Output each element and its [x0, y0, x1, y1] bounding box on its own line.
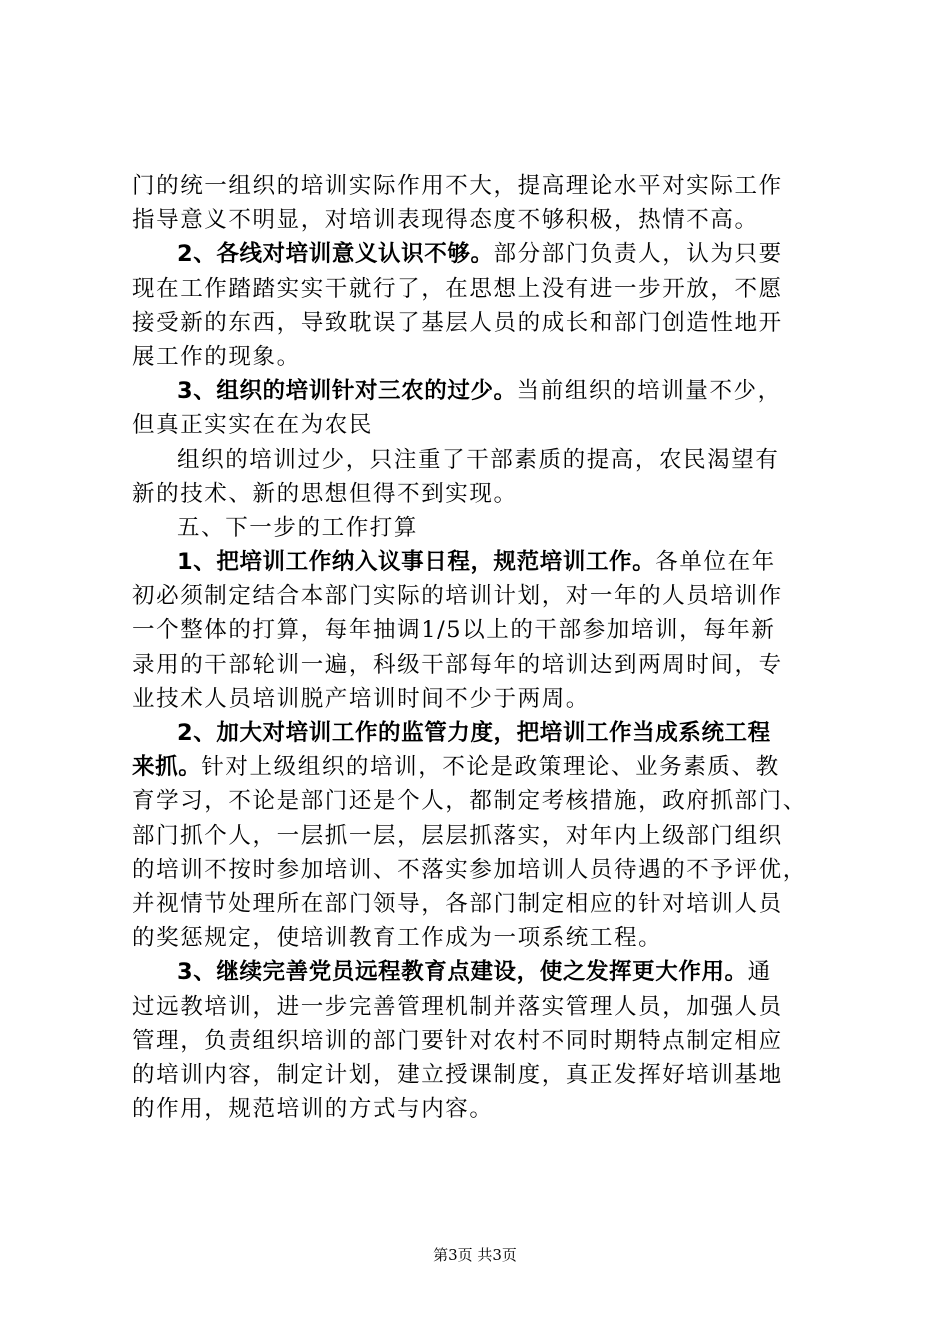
line-text: 新的技术、新的思想但得不到实现。	[132, 480, 518, 507]
text-line	[132, 853, 832, 887]
text-line	[132, 340, 832, 374]
document-body	[132, 169, 832, 1126]
text-line	[132, 682, 832, 716]
text-line	[132, 784, 832, 818]
line-text: 业技术人员培训脱产培训时间不少于两周。	[132, 685, 590, 712]
line-text: 的培训不按时参加培训、不落实参加培训人员待遇的不予评优，	[132, 856, 807, 883]
text-line	[132, 477, 832, 511]
text-line	[132, 408, 832, 442]
text-line	[132, 819, 832, 853]
point-heading: 2、各线对培训意义认识不够。	[177, 241, 494, 268]
page-footer	[0, 1245, 950, 1265]
line-text: 门的统一组织的培训实际作用不大，提高理论水平对实际工作	[132, 173, 783, 199]
line-text: 指导意义不明显，对培训表现得态度不够积极，热情不高。	[132, 207, 759, 234]
line-text: 的培训内容，制定计划，建立授课制度，真正发挥好培训基地	[132, 1061, 783, 1088]
text-line	[132, 1058, 832, 1092]
text-line	[132, 990, 832, 1024]
text-line	[132, 750, 832, 784]
line-text: 各单位在年	[655, 549, 776, 576]
section-heading	[132, 511, 832, 545]
point-heading: 3、组织的培训针对三农的过少。	[177, 378, 517, 405]
text-line	[132, 955, 832, 989]
line-text: 通	[747, 959, 772, 986]
text-line	[132, 545, 832, 579]
line-text: 一个整体的打算，每年抽调1/5以上的干部参加培训，每年新	[132, 617, 776, 644]
text-line	[132, 1024, 832, 1058]
point-heading: 2、加大对培训工作的监管力度，把培训工作当成系统工程	[177, 720, 771, 746]
line-text: 但真正实实在在为农民	[132, 412, 374, 439]
text-line	[132, 613, 832, 647]
line-text: 展工作的现象。	[132, 343, 301, 370]
line-text: 部门抓个人，一层抓一层，层层抓落实，对年内上级部门组织	[132, 822, 783, 849]
line-text: 的奖惩规定，使培训教育工作成为一项系统工程。	[132, 925, 663, 952]
text-line	[132, 272, 832, 306]
text-line	[132, 716, 832, 750]
line-text: 过远教培训，进一步完善管理机制并落实管理人员，加强人员	[132, 993, 783, 1020]
line-text: 育学习，不论是部门还是个人，都制定考核措施，政府抓部门、	[132, 788, 807, 815]
line-text: 管理，负责组织培训的部门要针对农村不同时期特点制定相应	[132, 1027, 783, 1054]
text-line	[132, 1092, 832, 1126]
line-text: 组织的培训过少，只注重了干部素质的提高，农民渴望有	[177, 446, 780, 473]
line-text: 部分部门负责人，认为只要	[493, 241, 783, 268]
text-line	[132, 306, 832, 340]
point-heading: 3、继续完善党员远程教育点建设，使之发挥更大作用。	[177, 959, 748, 986]
point-heading: 来抓。	[132, 754, 202, 781]
line-text: 针对上级组织的培训，不论是政策理论、业务素质、教	[201, 754, 780, 781]
line-text: 接受新的东西，导致耽误了基层人员的成长和部门创造性地开	[132, 309, 783, 336]
text-line	[132, 237, 832, 271]
text-line	[132, 648, 832, 682]
line-text: 初必须制定结合本部门实际的培训计划，对一年的人员培训作	[132, 583, 783, 610]
text-line	[132, 169, 832, 203]
text-line	[132, 443, 832, 477]
line-text: 现在工作踏踏实实干就行了，在思想上没有进一步开放，不愿	[132, 275, 783, 302]
line-text: 录用的干部轮训一遍，科级干部每年的培训达到两周时间，专	[132, 651, 783, 678]
point-heading: 1、把培训工作纳入议事日程，规范培训工作。	[177, 549, 656, 576]
text-line	[132, 203, 832, 237]
line-text: 当前组织的培训量不少，	[516, 378, 782, 405]
text-line	[132, 374, 832, 408]
line-text: 的作用，规范培训的方式与内容。	[132, 1096, 494, 1123]
text-line	[132, 579, 832, 613]
line-text: 并视情节处理所在部门领导，各部门制定相应的针对培训人员	[132, 890, 783, 917]
text-line	[132, 887, 832, 921]
line-text: 五、下一步的工作打算	[177, 514, 419, 541]
page-number: 第3页 共3页	[433, 1246, 517, 1264]
text-line	[132, 921, 832, 955]
